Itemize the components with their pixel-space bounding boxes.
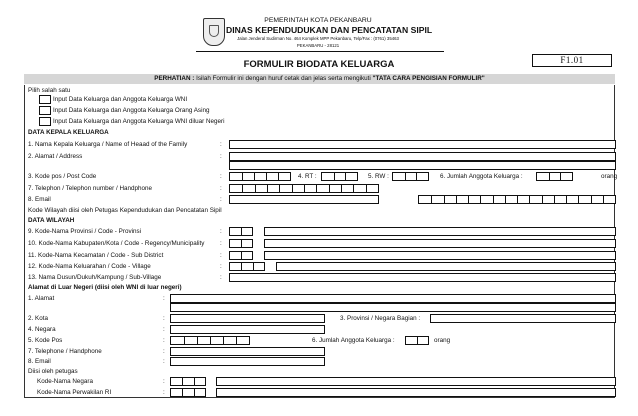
cell-divider [542,196,543,203]
abroad-postcode-label: 5. Kode Pos [28,337,63,344]
colon: : [163,348,165,355]
abroad-country-field[interactable] [170,325,325,334]
option-foreign-label: Input Data Keluarga dan Anggota Keluarga Orang Asing [53,107,210,114]
postcode-field[interactable] [229,172,291,181]
cell-divider [578,196,579,203]
agency-name: DINAS KEPENDUDUKAN DAN PENCATATAN SIPIL [226,25,433,35]
cell-divider [517,196,518,203]
cell-divider [456,196,457,203]
cell-divider [345,173,346,180]
cell-divider [431,196,432,203]
officer-note: Diisi oleh petugas [28,368,78,375]
wilayah-heading: DATA WILAYAH [28,217,75,224]
cell-divider [304,185,305,192]
cell-divider [182,378,183,385]
abroad-members-unit: orang [434,337,451,344]
option-abroad-checkbox[interactable] [39,117,51,126]
abroad-address-line2[interactable] [170,303,616,312]
rw-field[interactable] [392,172,429,181]
notice-label: PERHATIAN : [154,75,195,82]
cell-divider [279,185,280,192]
cell-divider [468,196,469,203]
form-title: FORMULIR BIODATA KELUARGA [243,59,395,70]
colon: : [220,228,222,235]
colon: : [220,185,222,192]
phone-label: 7. Telephon / Telephon number / Handphone [28,185,153,192]
phone-field[interactable] [229,184,379,193]
colon: : [163,358,165,365]
cell-divider [210,337,211,344]
rt-field[interactable] [321,172,358,181]
address-field-line2[interactable] [229,161,616,170]
cell-divider [554,196,555,203]
option-foreign-checkbox[interactable] [39,106,51,115]
option-abroad-label: Input Data Keluarga dan Anggota Keluarga WNI diluar Negeri [53,118,225,125]
village-code-field[interactable] [229,262,265,271]
cell-divider [184,337,185,344]
cell-divider [560,173,561,180]
cell-divider [417,337,418,344]
head-name-field[interactable] [229,140,616,149]
notice-emphasis: "TATA CARA PENGISIAN FORMULIR" [372,75,485,82]
kepala-heading: DATA KEPALA KELUARGA [28,129,109,136]
colon: : [220,153,222,160]
cell-divider [223,337,224,344]
email-label: 8. Email [28,196,51,203]
subvillage-label: 13. Nama Dusun/Dukuh/Kampung / Sub-Village [28,274,162,281]
district-code-field[interactable] [229,251,253,260]
abroad-postcode-field[interactable] [170,336,250,345]
address-field-line1[interactable] [229,152,616,161]
regency-label: 10. Kode-Nama Kabupaten/Kota / Code - Regency/Municipality [28,240,205,247]
district-name-field[interactable] [264,251,616,260]
cell-divider [334,173,335,180]
colon: : [220,173,222,180]
abroad-email-label: 8. Email [28,358,51,365]
cell-divider [194,389,195,396]
agency-address: Jalan Jenderal Sudirman No. 464 Komplek MPP Pekanbaru, Telp/Fax : (0761) 35463 [237,36,399,41]
cell-divider [266,173,267,180]
cell-divider [444,196,445,203]
cell-divider [480,196,481,203]
members-field[interactable] [536,172,573,181]
abroad-province-label: 3. Provinsi / Negara Bagian : [340,315,421,322]
cell-divider [241,263,242,270]
cell-divider [267,185,268,192]
postcode-label: 3. Kode pos / Post Code [28,173,97,180]
abroad-address-line1[interactable] [170,294,616,303]
cell-divider [405,173,406,180]
choice-prompt: Pilih salah satu [28,87,71,94]
rt-label: 4. RT : [298,173,317,180]
country-code-field[interactable] [170,377,206,386]
abroad-city-label: 2. Kota [28,315,48,322]
option-wni-label: Input Data Keluarga dan Anggota Keluarga WNI [53,96,188,103]
head-name-label: 1. Nama Kepala Keluarga / Name of Heaad of the Family [28,141,188,148]
cell-divider [242,173,243,180]
cell-divider [505,196,506,203]
rw-label: 5. RW : [368,173,389,180]
notice-text: Isilah Formulir ini dengan huruf cetak dan jelas serta mengikuti [194,75,373,82]
cell-divider [603,196,604,203]
cell-divider [253,263,254,270]
colon: : [163,295,165,302]
abroad-heading: Alamat di Luar Negeri (diisi oleh WNI di luar negeri) [28,284,182,291]
abroad-members-label: 6. Jumlah Anggota Keluarga : [312,337,395,344]
colon: : [163,337,165,344]
colon: : [163,326,165,333]
header-divider [196,51,444,52]
abroad-members-field[interactable] [405,336,429,345]
province-label: 9. Kode-Nama Provinsi / Code - Provinsi [28,228,142,235]
region-code-field[interactable] [418,195,616,204]
form-code: F1.01 [532,54,612,67]
colon: : [163,389,165,396]
cell-divider [242,185,243,192]
cell-divider [241,228,242,235]
representative-name-field[interactable] [216,388,616,397]
province-code-field[interactable] [229,227,253,236]
cell-divider [197,337,198,344]
colon: : [220,274,222,281]
abroad-province-field[interactable] [430,314,616,323]
abroad-country-label: 4. Negara [28,326,56,333]
province-name-field[interactable] [264,227,616,236]
cell-divider [254,173,255,180]
colon: : [220,196,222,203]
village-label: 12. Kode-Nama Keluarahan / Code - Village [28,263,151,270]
abroad-address-label: 1. Alamat [28,295,55,302]
option-wni-checkbox[interactable] [39,95,51,104]
colon: : [220,240,222,247]
cell-divider [366,185,367,192]
regency-code-field[interactable] [229,239,253,248]
subvillage-name-field[interactable] [229,273,616,282]
district-label: 11. Kode-Nama Kecamatan / Code - Sub District [28,252,164,259]
colon: : [220,252,222,259]
colon: : [220,263,222,270]
cell-divider [591,196,592,203]
representative-code-label: Kode-Nama Perwakilan RI [37,389,112,396]
region-note: Kode Wilayah diisi oleh Petugas Kependudukan dan Pencatatan Sipil [28,207,222,214]
colon: : [163,378,165,385]
country-name-field[interactable] [216,377,616,386]
cell-divider [278,173,279,180]
colon: : [163,315,165,322]
cell-divider [549,173,550,180]
abroad-email-field[interactable] [170,357,325,366]
government-name: PEMERINTAH KOTA PEKANBARU [264,17,372,24]
colon: : [220,141,222,148]
cell-divider [255,185,256,192]
cell-divider [241,240,242,247]
address-label: 2. Alamat / Address [28,153,83,160]
village-name-field[interactable] [276,262,616,271]
cell-divider [329,185,330,192]
cell-divider [566,196,567,203]
country-code-label: Kode-Nama Negara [37,378,94,385]
city-emblem-icon [203,18,225,46]
cell-divider [316,185,317,192]
cell-divider [529,196,530,203]
regency-name-field[interactable] [264,239,616,248]
members-label: 6. Jumlah Anggota Keluarga : [440,173,523,180]
cell-divider [493,196,494,203]
members-unit: orang [601,173,618,180]
cell-divider [241,252,242,259]
abroad-phone-field[interactable] [170,347,325,356]
cell-divider [236,337,237,344]
abroad-city-field[interactable] [170,314,325,323]
representative-code-field[interactable] [170,388,206,397]
agency-city: PEKANBARU - 28121 [296,43,340,48]
cell-divider [353,185,354,192]
cell-divider [292,185,293,192]
abroad-phone-label: 7. Telephone / Handphone [28,348,102,355]
cell-divider [416,173,417,180]
cell-divider [182,389,183,396]
cell-divider [341,185,342,192]
notice-bar [24,74,615,84]
email-field[interactable] [229,195,379,204]
cell-divider [194,378,195,385]
